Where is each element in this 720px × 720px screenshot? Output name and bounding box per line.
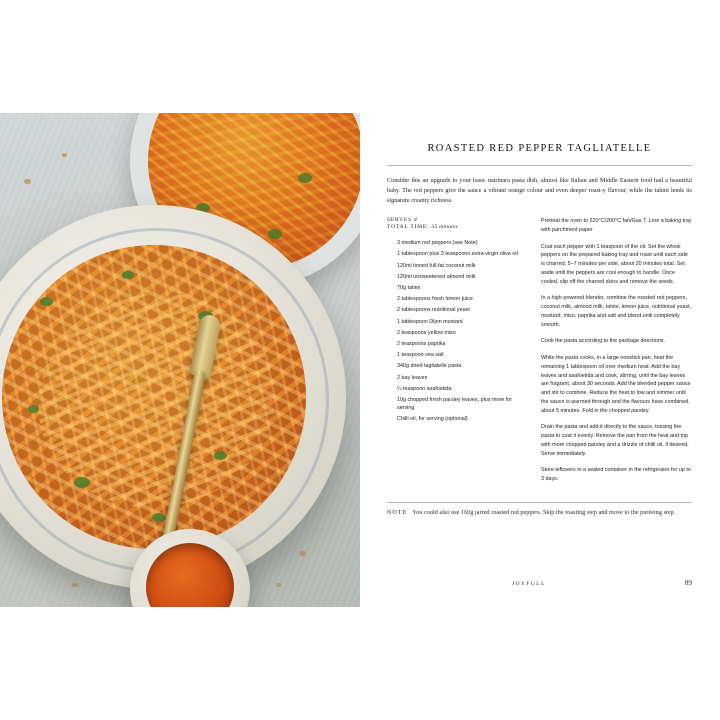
book-spread (0, 113, 720, 607)
method-column (541, 217, 692, 492)
title-divider (387, 165, 692, 166)
main-bowl-pasta (2, 245, 306, 549)
tagliatelle-noodles (2, 245, 306, 549)
list-item: 1 tablespoon plus 3 teaspoons extra-virgin olive oil (397, 251, 518, 258)
recipe-intro: Consider this an upgrade to your basic marinara pasta dish, almost like Italian and Middle Eastern food had a beautiful baby. The red peppers give the sauce a vibrant orange colour and even deeper roast-y flavour, while the tahini lends its signature creamy richness. (387, 177, 692, 205)
note-text: You could also use 160g jarred roasted red peppers. Skip the roasting step and move to the puréeing step. (412, 509, 676, 516)
list-item: 120ml tinned full-fat coconut milk (397, 262, 476, 269)
book-brand: JOYFULL (512, 581, 546, 587)
total-time-label: TOTAL TIME: (387, 224, 430, 231)
serves-line (387, 217, 526, 223)
method-step: Coat each pepper with 1 teaspoon of the oil. Set the whole peppers on the prepared baking tray and roast until each side is charred, 5–7 minutes per side, about 20 minutes total. Set aside until the peppers are cool enough to handle. Once cooled, slip off the charred skins and remove the seeds. (541, 243, 688, 285)
method-step: Preheat the oven to 220°C/200°C fan/Gas 7. Line a baking tray with parchment paper. (541, 218, 692, 233)
serves-label: SERVES (387, 217, 412, 224)
method-step: Drain the pasta and add it directly to the sauce, tossing the pasta to coat it evenly. Remove the pan from the heat and top with more chopped parsley and a drizzle of chilli oil, if desired. Serve immediately. (541, 424, 689, 457)
list-item: 1 tablespoon Dijon mustard (397, 318, 463, 325)
recipe-photograph (0, 113, 360, 607)
list-item: 120ml unsweetened almond milk (397, 273, 476, 280)
list-item: 70g tahini (397, 284, 421, 291)
total-time-line (387, 224, 526, 230)
tagliatelle-noodles-overlay (19, 271, 295, 528)
recipe-columns (387, 217, 692, 492)
serves-value: 4 (414, 217, 418, 224)
note-label: NOTE (387, 509, 408, 516)
list-item: 2 tablespoons fresh lemon juice (397, 296, 473, 303)
method-step: While the pasta cooks, in a large nonstick pan, heat the remaining 1 tablespoon oil over medium heat. Add the bay leaves and asafoetida and cook, stirring, until the bay leaves are fragrant, about 30 seconds. Add the blended pepper sauce and stir to combine. Reduce the heat to low and simmer until the sauce is warmed through and the flavours have combined, about 5 minutes. Fold in the chopped parsley. (541, 355, 691, 414)
list-item: 2 bay leaves (397, 374, 428, 381)
list-item: 10g chopped fresh parsley leaves, plus more for serving (397, 396, 513, 412)
list-item: ¼ teaspoon asafoetida (397, 385, 452, 392)
list-item: 340g dried tagliatelle pasta (397, 363, 462, 370)
list-item: 2 teaspoons paprika (397, 340, 446, 347)
method-step: Store leftovers in a sealed container in the refrigerator for up to 3 days. (541, 467, 691, 483)
total-time-value: 35 minutes (431, 224, 458, 231)
recipe-note (387, 510, 692, 516)
list-item: Chilli oil, for serving (optional) (397, 416, 468, 423)
ingredients-column (387, 217, 526, 492)
method-step: Cook the pasta according to the package directions. (541, 338, 666, 345)
chilli-oil (146, 543, 234, 607)
recipe-page (360, 113, 720, 607)
method-step: In a high-powered blender, combine the roasted red peppers, coconut milk, almond milk, tahini, lemon juice, nutritional yeast, mustard, miso, paprika and salt and blend until completely smooth. (541, 295, 692, 328)
list-item: 2 tablespoons nutritional yeast (397, 307, 470, 314)
page-number: 89 (684, 579, 692, 587)
list-item: 2 teaspoons yellow miso (397, 329, 456, 336)
page-title: ROASTED RED PEPPER TAGLIATELLE (427, 143, 652, 154)
list-item: 1 teaspoon sea salt (397, 352, 444, 359)
list-item: 3 medium red peppers (see Note) (397, 240, 478, 247)
ingredients-list (387, 239, 526, 423)
page-footer (387, 579, 692, 587)
note-divider (387, 502, 692, 503)
